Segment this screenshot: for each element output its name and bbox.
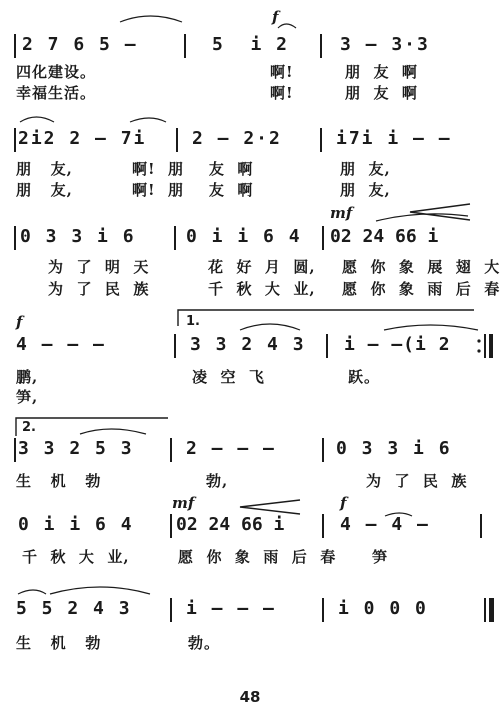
lyric-3b-3: 愿 你 象 雨 后 春	[342, 280, 500, 298]
slur	[20, 117, 54, 122]
measure-7-3: i 0 0 0	[338, 598, 428, 619]
lyric-1a-1: 四化建设。	[16, 63, 97, 81]
dynamic-mezzo-forte: mf	[330, 204, 353, 222]
measure-4-1: 4 — — —	[16, 334, 106, 355]
lyric-1b-2: 啊!	[270, 84, 294, 102]
lyric-2b-1: 朋 友,	[16, 181, 73, 199]
lyric-7-2: 勃。	[188, 634, 221, 652]
lyric-3a-1: 为 了 明 天	[48, 258, 150, 276]
repeat-dot	[477, 339, 480, 342]
lyric-4a-2: 凌 空 飞	[192, 368, 265, 386]
final-barline-thick	[489, 598, 494, 622]
slur	[50, 587, 150, 594]
measure-4-2: 3 3 2 4 3	[190, 334, 306, 355]
repeat-barline-thin	[484, 334, 486, 358]
measure-4-3: i — —(i 2	[344, 334, 451, 355]
dynamic-forte: f	[16, 313, 23, 331]
dynamic-forte: f	[272, 8, 279, 26]
slur	[120, 16, 182, 22]
lyric-2b-2: 啊! 朋 友 啊	[132, 181, 254, 199]
lyric-2a-1: 朋 友,	[16, 160, 73, 178]
measure-3-2: 0 i i 6 4	[186, 226, 302, 247]
measure-5-3: 0 3 3 i 6	[336, 438, 452, 459]
measure-1-3: 3 — 3·3	[340, 34, 430, 55]
lyric-2a-2: 啊! 朋 友 啊	[132, 160, 254, 178]
measure-3-1: 0 3 3 i 6	[20, 226, 136, 247]
slur	[130, 118, 166, 122]
measure-2-2: 2 — 2·2	[192, 128, 282, 149]
measure-6-3: 4 — 4 —	[340, 514, 430, 535]
lyric-6-1: 千 秋 大 业,	[22, 548, 130, 566]
dynamic-forte: f	[340, 494, 347, 512]
measure-2-1: 2i2 2 — 7i	[18, 128, 147, 149]
lyric-6-2: 愿 你 象 雨 后 春	[178, 548, 337, 566]
volta-second: 2.	[22, 420, 36, 435]
volta-first: 1.	[186, 314, 200, 329]
volta-first-bracket	[178, 310, 474, 326]
lyric-1a-3: 朋 友 啊	[345, 63, 418, 81]
lyric-1b-1: 幸福生活。	[16, 84, 97, 102]
lyric-5-1: 生 机 勃	[16, 472, 102, 490]
lyric-4a-3: 跃。	[348, 368, 381, 386]
lyric-3a-3: 愿 你 象 展 翅 大	[342, 258, 500, 276]
lyric-2a-3: 朋 友,	[340, 160, 391, 178]
hairpin-crescendo	[410, 204, 470, 220]
measure-5-1: 3 3 2 5 3	[18, 438, 134, 459]
slur	[240, 324, 300, 330]
page-number: 48	[239, 688, 261, 706]
measure-7-2: i — — —	[186, 598, 276, 619]
slur	[18, 590, 46, 594]
lyric-7-1: 生 机 勃	[16, 634, 102, 652]
final-barline-thin	[484, 598, 486, 622]
lyric-1a-2: 啊!	[270, 63, 294, 81]
measure-6-2: 02 24 66 i	[176, 514, 285, 535]
measure-3-3: 02 24 66 i	[330, 226, 439, 247]
slur	[80, 429, 146, 434]
dynamic-mezzo-forte: mf	[172, 494, 195, 512]
lyric-3a-2: 花 好 月 圆,	[208, 258, 316, 276]
repeat-barline-thick	[489, 334, 493, 358]
hairpin-crescendo	[240, 500, 300, 514]
lyric-5-2: 勃,	[206, 472, 229, 490]
lyric-2b-3: 朋 友,	[340, 181, 391, 199]
lyric-3b-2: 千 秋 大 业,	[208, 280, 316, 298]
measure-1-1: 2 7 6 5 —	[22, 34, 138, 55]
measure-6-1: 0 i i 6 4	[18, 514, 134, 535]
measure-5-2: 2 — — —	[186, 438, 276, 459]
repeat-dot	[477, 349, 480, 352]
slur	[278, 24, 296, 28]
slur	[384, 325, 478, 330]
measure-7-1: 5 5 2 4 3	[16, 598, 132, 619]
lyric-4b-1: 笋,	[16, 388, 39, 406]
slur	[385, 513, 412, 516]
measure-1-2: 5 i 2	[212, 34, 290, 55]
lyric-5-3: 为 了 民 族	[366, 472, 468, 490]
lyric-1b-3: 朋 友 啊	[345, 84, 418, 102]
measure-2-3: i7i i — —	[336, 128, 452, 149]
lyric-6-3: 笋	[372, 548, 389, 566]
lyric-4a-1: 鹏,	[16, 368, 39, 386]
lyric-3b-1: 为 了 民 族	[48, 280, 150, 298]
